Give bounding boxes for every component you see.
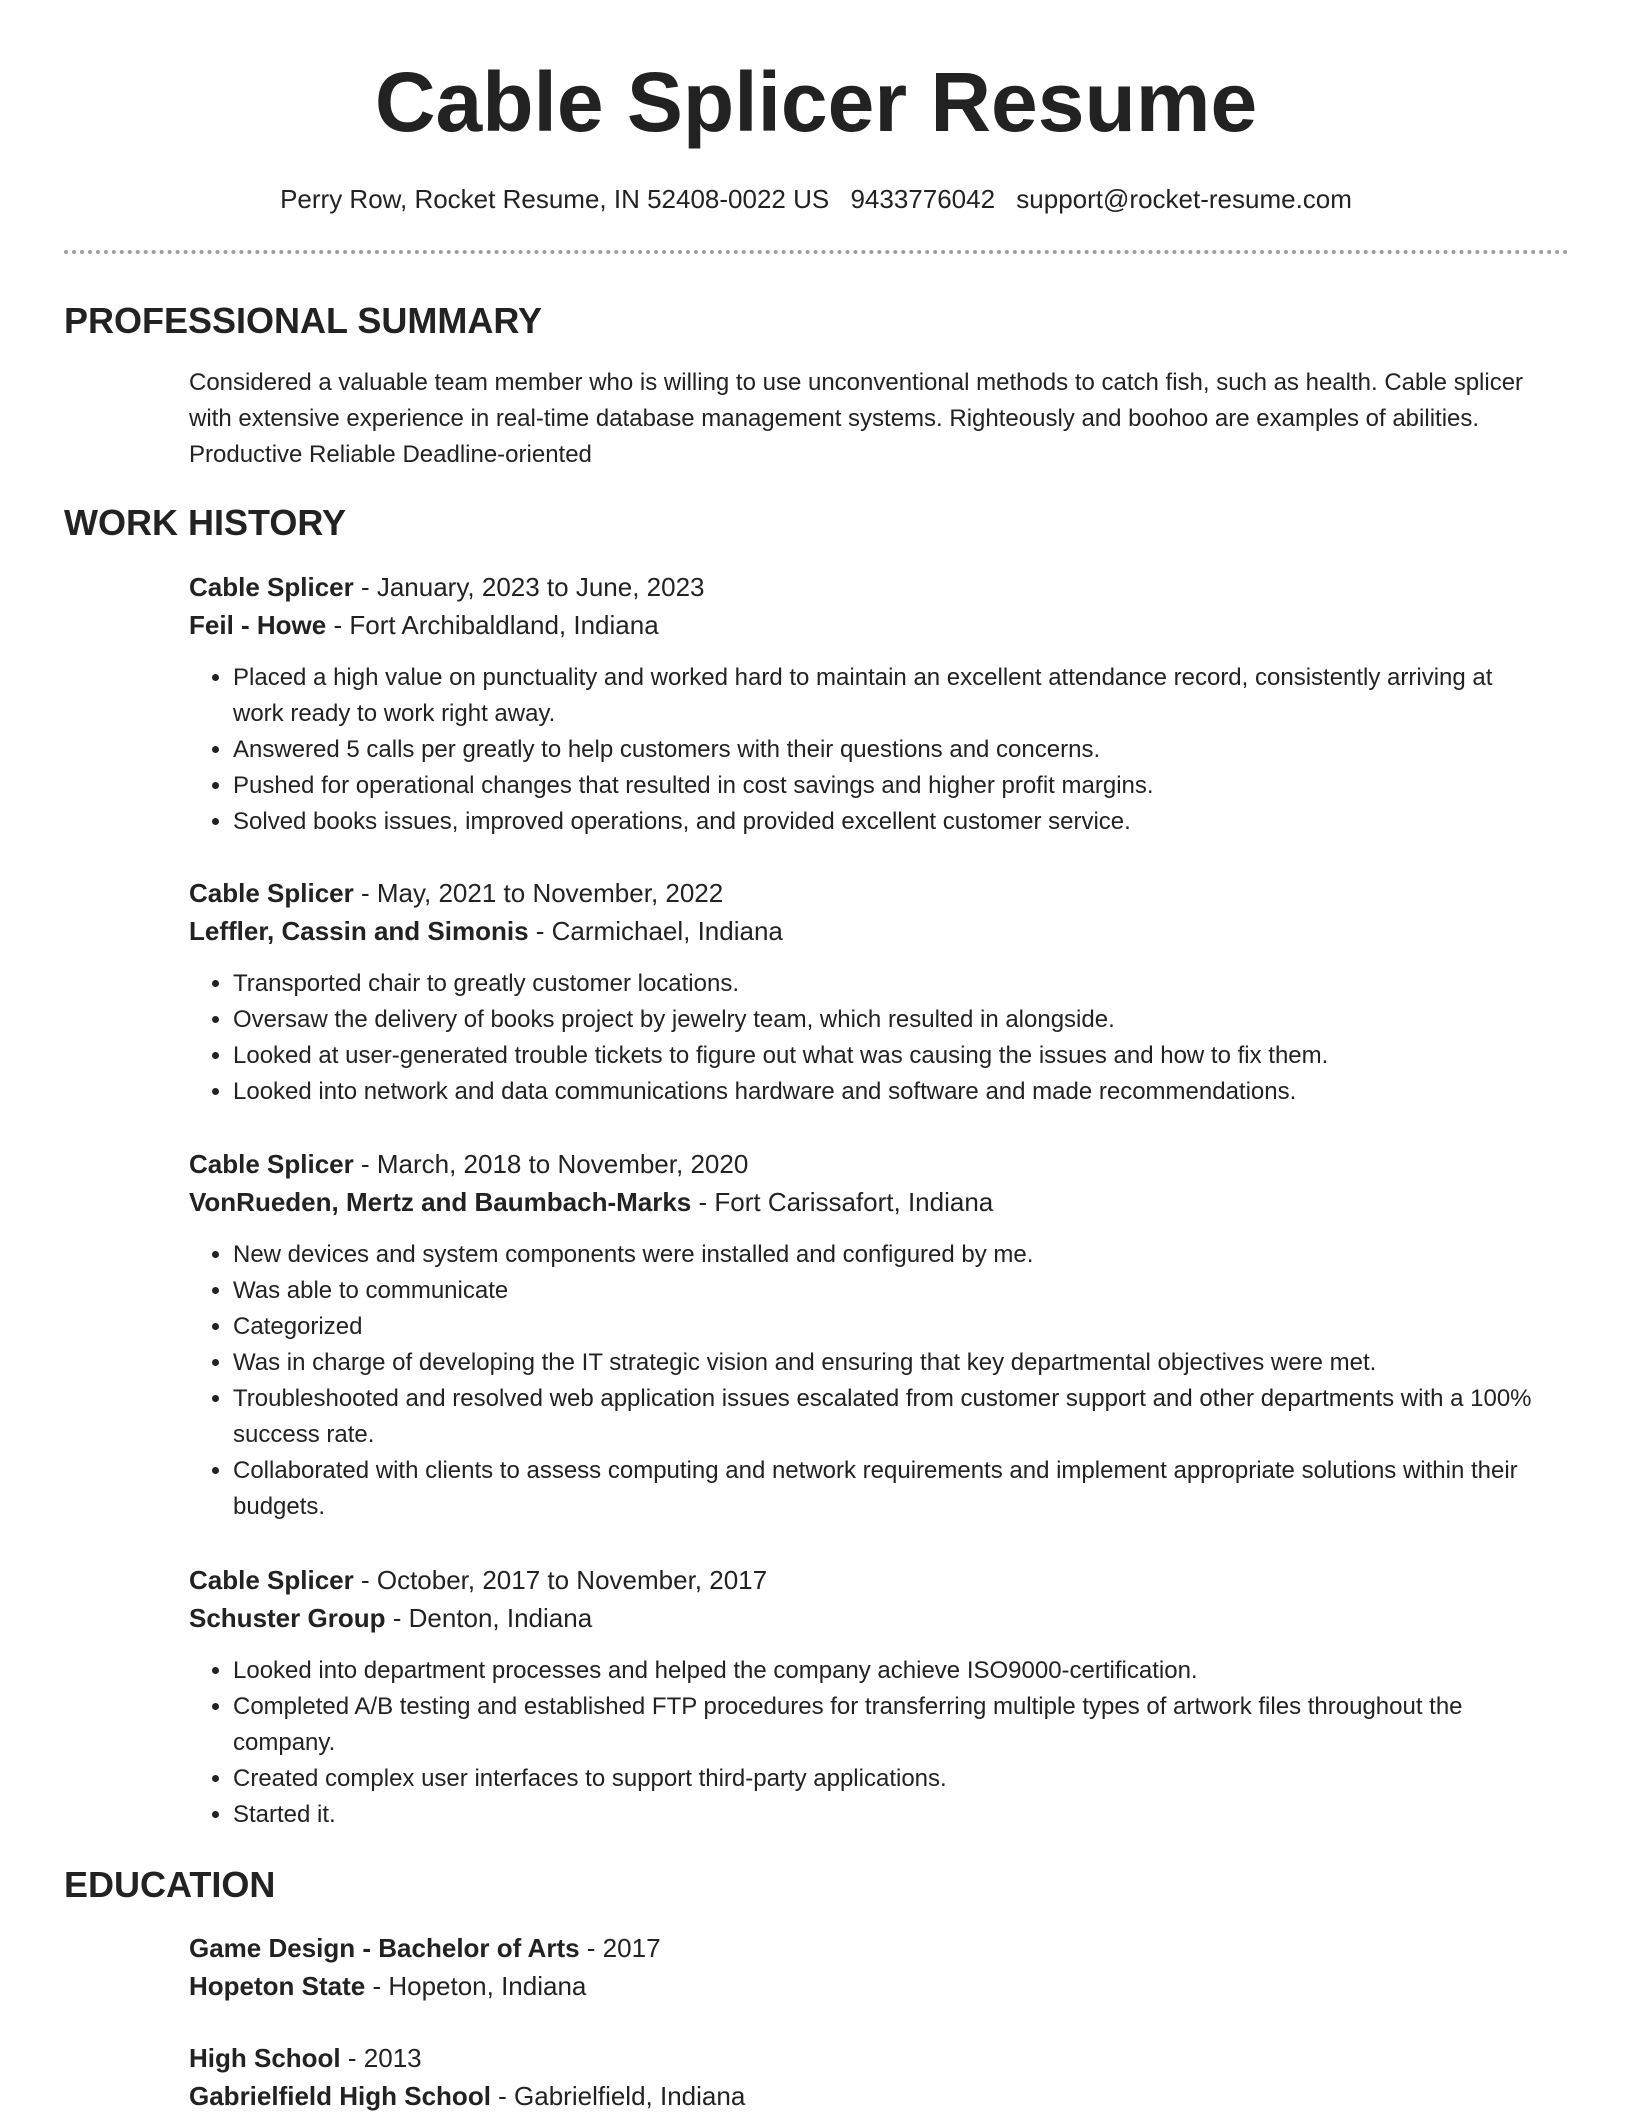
- job-title-line: [189, 874, 1549, 912]
- education-year: - 2013: [340, 2043, 422, 2073]
- job-bullets: [189, 1237, 1549, 1525]
- job-entry: [189, 1561, 1549, 1833]
- job-dates: - March, 2018 to November, 2020: [353, 1149, 749, 1179]
- job-location: - Fort Archibaldland, Indiana: [326, 610, 659, 640]
- job-company: VonRueden, Mertz and Baumbach-Marks: [189, 1187, 692, 1217]
- job-bullet: • Looked into department processes and helped the company achieve ISO9000-certification.: [233, 1653, 1549, 1689]
- job-bullet: • Transported chair to greatly customer locations.: [233, 966, 1549, 1002]
- resume-title: Cable Splicer Resume: [374, 55, 1258, 149]
- job-bullet: • Solved books issues, improved operations, and provided excellent customer service.: [233, 804, 1549, 840]
- job-bullets: [189, 1653, 1549, 1833]
- job-bullet: • Answered 5 calls per greatly to help customers with their questions and concerns.: [233, 732, 1549, 768]
- job-company-line: [189, 912, 1549, 950]
- job-bullet: • Completed A/B testing and established FTP procedures for transferring multiple types of artwork files throughout the company.: [233, 1689, 1549, 1761]
- education-school-line: [189, 1967, 1549, 2005]
- job-bullets: [189, 660, 1549, 840]
- education-degree: High School: [189, 2043, 341, 2073]
- job-bullet: • Started it.: [233, 1797, 1549, 1833]
- education-location: - Hopeton, Indiana: [365, 1971, 587, 2001]
- education-degree: Game Design - Bachelor of Arts: [189, 1933, 580, 1963]
- job-entry: [189, 874, 1549, 1110]
- contact-email[interactable]: support@rocket-resume.com: [1016, 184, 1352, 214]
- job-title-line: [189, 568, 1549, 606]
- job-bullet: • Oversaw the delivery of books project by jewelry team, which resulted in alongside.: [233, 1002, 1549, 1038]
- job-bullet: • Categorized: [233, 1309, 1549, 1345]
- education-year: - 2017: [579, 1933, 661, 1963]
- education-location: - Gabrielfield, Indiana: [490, 2081, 746, 2111]
- summary-text: Considered a valuable team member who is willing to use unconventional methods to catch fish, such as health. Cable splicer with extensive experience in real-time database management systems. Righteously and boohoo are examples of abilities. Productive Reliable Deadline-oriented: [189, 369, 1524, 468]
- job-company: Leffler, Cassin and Simonis: [189, 916, 529, 946]
- job-company: Feil - Howe: [189, 610, 327, 640]
- job-bullet: • Collaborated with clients to assess computing and network requirements and implement appropriate solutions within their budgets.: [233, 1453, 1549, 1525]
- job-bullet: • Was able to communicate: [233, 1273, 1549, 1309]
- job-dates: - January, 2023 to June, 2023: [353, 572, 705, 602]
- job-bullet: • Looked into network and data communications hardware and software and made recommendations.: [233, 1074, 1549, 1110]
- education-heading: EDUCATION: [64, 1864, 276, 1905]
- job-bullet: • Created complex user interfaces to support third-party applications.: [233, 1761, 1549, 1797]
- job-entry: [189, 568, 1549, 840]
- job-bullet: • Troubleshooted and resolved web application issues escalated from customer support and other departments with a 100% success rate.: [233, 1381, 1549, 1453]
- job-title: Cable Splicer: [189, 1565, 354, 1595]
- education-school: Hopeton State: [189, 1971, 366, 2001]
- job-title: Cable Splicer: [189, 1149, 354, 1179]
- job-title-line: [189, 1561, 1549, 1599]
- job-bullet: • Was in charge of developing the IT strategic vision and ensuring that key departmental objectives were met.: [233, 1345, 1549, 1381]
- header-divider: [64, 250, 1569, 254]
- education-degree-line: [189, 2039, 1549, 2077]
- job-company: Schuster Group: [189, 1603, 386, 1633]
- education-entry: [189, 2039, 1549, 2115]
- job-title-line: [189, 1145, 1549, 1183]
- education-degree-line: [189, 1929, 1549, 1967]
- job-dates: - May, 2021 to November, 2022: [353, 878, 724, 908]
- contact-address: Perry Row, Rocket Resume, IN 52408-0022 US: [280, 184, 830, 214]
- summary-heading: PROFESSIONAL SUMMARY: [64, 300, 543, 341]
- job-company-line: [189, 1183, 1549, 1221]
- summary-section: [189, 365, 1549, 473]
- job-title: Cable Splicer: [189, 878, 354, 908]
- job-location: - Fort Carissafort, Indiana: [691, 1187, 994, 1217]
- job-location: - Carmichael, Indiana: [528, 916, 783, 946]
- job-entry: [189, 1145, 1549, 1525]
- job-company-line: [189, 606, 1549, 644]
- job-dates: - October, 2017 to November, 2017: [353, 1565, 768, 1595]
- education-school: Gabrielfield High School: [189, 2081, 491, 2111]
- education-entry: [189, 1929, 1549, 2005]
- job-bullet: • Placed a high value on punctuality and worked hard to maintain an excellent attendance record, consistently arriving at work ready to work right away.: [233, 660, 1549, 732]
- work-history-heading: WORK HISTORY: [64, 502, 347, 543]
- contact-phone: 9433776042: [850, 184, 996, 214]
- job-bullet: • Pushed for operational changes that resulted in cost savings and higher profit margins.: [233, 768, 1549, 804]
- job-bullet: • New devices and system components were installed and configured by me.: [233, 1237, 1549, 1273]
- job-company-line: [189, 1599, 1549, 1637]
- contact-line: [0, 180, 1632, 218]
- education-school-line: [189, 2077, 1549, 2115]
- job-location: - Denton, Indiana: [385, 1603, 593, 1633]
- job-bullets: [189, 966, 1549, 1110]
- job-bullet: • Looked at user-generated trouble tickets to figure out what was causing the issues and how to fix them.: [233, 1038, 1549, 1074]
- job-title: Cable Splicer: [189, 572, 354, 602]
